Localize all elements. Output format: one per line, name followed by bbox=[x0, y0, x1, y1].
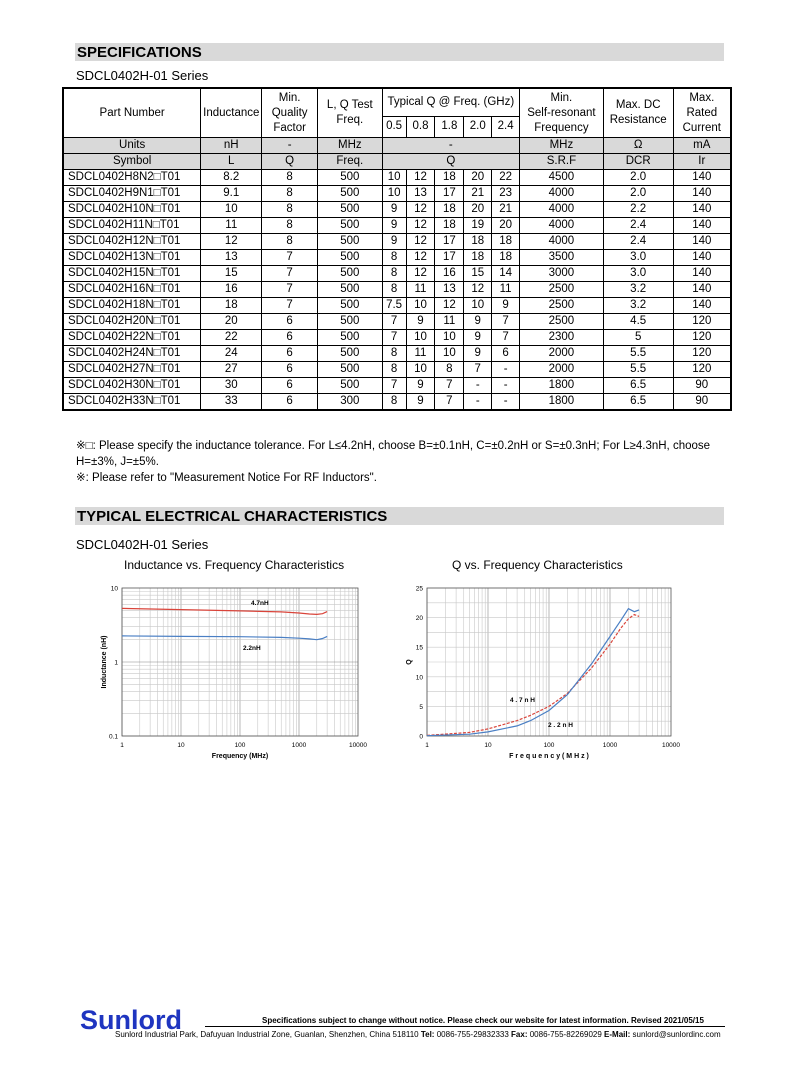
table-cell: 7 bbox=[382, 330, 406, 346]
table-cell: 120 bbox=[673, 346, 731, 362]
table-cell: 22 bbox=[492, 170, 520, 186]
symbol-row bbox=[63, 154, 731, 170]
section-title: TYPICAL ELECTRICAL CHARACTERISTICS bbox=[77, 508, 388, 525]
table-cell: 7.5 bbox=[382, 298, 406, 314]
fax-value: 0086-755-82269029 bbox=[529, 1030, 602, 1039]
header-srf: Min. Self-resonant Frequency bbox=[520, 88, 604, 138]
table-cell: 10 bbox=[201, 202, 262, 218]
symbol-cell: Ir bbox=[673, 154, 731, 170]
table-cell: 10 bbox=[406, 298, 435, 314]
table-cell: 3.0 bbox=[603, 266, 673, 282]
table-cell: 18 bbox=[201, 298, 262, 314]
table-cell: 9 bbox=[382, 202, 406, 218]
fax-label: Fax: bbox=[511, 1030, 528, 1039]
table-cell: 33 bbox=[201, 394, 262, 411]
table-cell: 300 bbox=[318, 394, 383, 411]
table-cell: 20 bbox=[464, 202, 492, 218]
table-cell: 12 bbox=[406, 266, 435, 282]
units-cell: Ω bbox=[603, 138, 673, 154]
y-tick-label: 5 bbox=[419, 703, 423, 711]
table-cell: 500 bbox=[318, 170, 383, 186]
table-cell: 500 bbox=[318, 282, 383, 298]
table-cell: 18 bbox=[464, 234, 492, 250]
table-cell: 4000 bbox=[520, 186, 604, 202]
units-cell: MHz bbox=[318, 138, 383, 154]
tel-value: 0086-755-29832333 bbox=[436, 1030, 509, 1039]
freq-cell: 0.8 bbox=[406, 116, 435, 137]
y-tick-label: 1 bbox=[114, 659, 118, 667]
table-cell: 8 bbox=[435, 362, 464, 378]
table-cell: 4500 bbox=[520, 170, 604, 186]
y-tick-label: 25 bbox=[415, 585, 423, 593]
table-cell: 22 bbox=[201, 330, 262, 346]
tolerance-note: ※□: Please specify the inductance tolerance. For L≤4.2nH, choose B=±0.1nH, C=±0.2nH or S=±0.3nH; For L≥4.3nH, choose H=±3%, J=±5%. bbox=[76, 440, 711, 468]
table-cell: 2500 bbox=[520, 298, 604, 314]
y-tick-label: 10 bbox=[415, 674, 423, 682]
table-cell: 17 bbox=[435, 186, 464, 202]
x-tick-label: 1000 bbox=[291, 742, 307, 749]
x-tick-label: 1000 bbox=[602, 742, 618, 749]
table-cell: 9 bbox=[382, 234, 406, 250]
table-cell: 15 bbox=[201, 266, 262, 282]
x-tick-label: 100 bbox=[543, 742, 555, 749]
table-cell: 140 bbox=[673, 202, 731, 218]
table-cell: 120 bbox=[673, 314, 731, 330]
table-cell: 500 bbox=[318, 218, 383, 234]
series-title: SDCL0402H-01 Series bbox=[76, 68, 209, 83]
table-cell: 20 bbox=[201, 314, 262, 330]
q-chart bbox=[400, 580, 685, 765]
table-cell: 6 bbox=[262, 378, 318, 394]
table-cell: 500 bbox=[318, 186, 383, 202]
table-cell: 8 bbox=[382, 282, 406, 298]
table-cell: 3.2 bbox=[603, 298, 673, 314]
table-cell: 7 bbox=[492, 314, 520, 330]
header-part-number: Part Number bbox=[63, 88, 201, 138]
table-cell: 9.1 bbox=[201, 186, 262, 202]
table-cell: 6 bbox=[262, 394, 318, 411]
table-cell: 500 bbox=[318, 362, 383, 378]
header-inductance: Inductance bbox=[201, 88, 262, 138]
table-cell: SDCL0402H15N□T01 bbox=[63, 266, 201, 282]
table-cell: 16 bbox=[435, 266, 464, 282]
section-title: SPECIFICATIONS bbox=[77, 44, 202, 61]
table-cell: 10 bbox=[435, 346, 464, 362]
y-tick-label: 0 bbox=[419, 733, 423, 741]
table-cell: 11 bbox=[492, 282, 520, 298]
table-cell: 3000 bbox=[520, 266, 604, 282]
table-row bbox=[63, 362, 731, 378]
table-cell: 500 bbox=[318, 346, 383, 362]
table-row bbox=[63, 330, 731, 346]
table-cell: 12 bbox=[201, 234, 262, 250]
y-axis-label: Inductance (nH) bbox=[101, 635, 108, 689]
table-cell: 11 bbox=[201, 218, 262, 234]
table-cell: - bbox=[464, 378, 492, 394]
table-cell: 9 bbox=[492, 298, 520, 314]
footer-notice: Specifications subject to change without notice. Please check our website for latest information. Revised 2021/05/15 bbox=[262, 1016, 704, 1025]
tel-label: Tel: bbox=[420, 1030, 435, 1039]
table-cell: 140 bbox=[673, 234, 731, 250]
header-current: Max. Rated Current bbox=[673, 88, 731, 138]
table-cell: 8 bbox=[262, 170, 318, 186]
table-cell: 12 bbox=[406, 202, 435, 218]
symbol-cell: Freq. bbox=[318, 154, 383, 170]
table-cell: 8 bbox=[262, 202, 318, 218]
y-tick-label: 0.1 bbox=[108, 733, 118, 741]
table-cell: 140 bbox=[673, 170, 731, 186]
table-cell: 17 bbox=[435, 234, 464, 250]
table-cell: 9 bbox=[382, 218, 406, 234]
table-cell: 8 bbox=[382, 250, 406, 266]
table-cell: 18 bbox=[464, 250, 492, 266]
table-cell: 18 bbox=[435, 170, 464, 186]
table-cell: 500 bbox=[318, 250, 383, 266]
table-cell: 27 bbox=[201, 362, 262, 378]
table-cell: 7 bbox=[262, 250, 318, 266]
table-cell: 11 bbox=[435, 314, 464, 330]
table-cell: 3.2 bbox=[603, 282, 673, 298]
table-cell: 11 bbox=[406, 282, 435, 298]
table-row bbox=[63, 250, 731, 266]
table-cell: SDCL0402H8N2□T01 bbox=[63, 170, 201, 186]
table-row bbox=[63, 378, 731, 394]
freq-cell: 2.0 bbox=[464, 116, 492, 137]
table-cell: 2000 bbox=[520, 346, 604, 362]
table-row bbox=[63, 186, 731, 202]
table-cell: 7 bbox=[435, 394, 464, 411]
table-cell: 30 bbox=[201, 378, 262, 394]
y-tick-label: 15 bbox=[415, 644, 423, 652]
table-cell: SDCL0402H13N□T01 bbox=[63, 250, 201, 266]
units-cell: nH bbox=[201, 138, 262, 154]
table-cell: 7 bbox=[435, 378, 464, 394]
table-row bbox=[63, 266, 731, 282]
table-cell: 23 bbox=[492, 186, 520, 202]
table-cell: 500 bbox=[318, 298, 383, 314]
email-label: E-Mail: bbox=[604, 1030, 631, 1039]
table-row bbox=[63, 346, 731, 362]
units-cell: mA bbox=[673, 138, 731, 154]
table-cell: 1800 bbox=[520, 378, 604, 394]
table-cell: SDCL0402H18N□T01 bbox=[63, 298, 201, 314]
units-cell: Units bbox=[63, 138, 201, 154]
table-cell: - bbox=[492, 378, 520, 394]
symbol-cell: Q bbox=[262, 154, 318, 170]
table-cell: SDCL0402H30N□T01 bbox=[63, 378, 201, 394]
table-cell: 8 bbox=[382, 346, 406, 362]
table-cell: 6.5 bbox=[603, 378, 673, 394]
table-cell: 7 bbox=[262, 266, 318, 282]
table-row bbox=[63, 218, 731, 234]
footer-address: Sunlord Industrial Park, Dafuyuan Industrial Zone, Guanlan, Shenzhen, China 518110 bbox=[115, 1030, 419, 1039]
table-cell: SDCL0402H24N□T01 bbox=[63, 346, 201, 362]
table-cell: 24 bbox=[201, 346, 262, 362]
table-cell: 8.2 bbox=[201, 170, 262, 186]
table-cell: 500 bbox=[318, 314, 383, 330]
table-cell: 7 bbox=[464, 362, 492, 378]
table-cell: 8 bbox=[262, 218, 318, 234]
table-cell: 20 bbox=[492, 218, 520, 234]
y-axis-label: Q bbox=[406, 659, 413, 665]
table-cell: 15 bbox=[464, 266, 492, 282]
table-cell: 6 bbox=[262, 330, 318, 346]
table-cell: 14 bbox=[492, 266, 520, 282]
table-cell: 140 bbox=[673, 282, 731, 298]
table-cell: 90 bbox=[673, 394, 731, 411]
x-axis-label: Frequency (MHz) bbox=[211, 753, 269, 760]
table-cell: SDCL0402H10N□T01 bbox=[63, 202, 201, 218]
header-min-q: Min. Quality Factor bbox=[262, 88, 318, 138]
table-cell: SDCL0402H33N□T01 bbox=[63, 394, 201, 411]
table-cell: 140 bbox=[673, 266, 731, 282]
table-cell: 500 bbox=[318, 234, 383, 250]
table-row bbox=[63, 282, 731, 298]
table-cell: 2.2 bbox=[603, 202, 673, 218]
table-cell: 20 bbox=[464, 170, 492, 186]
table-cell: 17 bbox=[435, 250, 464, 266]
series-label: 2 . 2 n H bbox=[548, 722, 573, 729]
header-typical-q: Typical Q @ Freq. (GHz) bbox=[382, 88, 519, 116]
chart-title-q: Q vs. Frequency Characteristics bbox=[452, 558, 623, 572]
table-cell: 500 bbox=[318, 330, 383, 346]
freq-cell: 1.8 bbox=[435, 116, 464, 137]
table-cell: 7 bbox=[262, 282, 318, 298]
table-cell: - bbox=[492, 362, 520, 378]
table-cell: 18 bbox=[492, 250, 520, 266]
table-row bbox=[63, 314, 731, 330]
table-cell: 10 bbox=[464, 298, 492, 314]
units-cell: MHz bbox=[520, 138, 604, 154]
table-cell: 11 bbox=[406, 346, 435, 362]
table-cell: 6 bbox=[262, 314, 318, 330]
table-cell: SDCL0402H22N□T01 bbox=[63, 330, 201, 346]
table-cell: 12 bbox=[406, 218, 435, 234]
table-cell: 10 bbox=[406, 330, 435, 346]
table-cell: 8 bbox=[262, 186, 318, 202]
table-cell: 2000 bbox=[520, 362, 604, 378]
table-cell: 10 bbox=[382, 186, 406, 202]
table-cell: 13 bbox=[435, 282, 464, 298]
table-cell: 140 bbox=[673, 250, 731, 266]
x-tick-label: 1 bbox=[120, 742, 124, 749]
series-label: 4 . 7 n H bbox=[510, 697, 535, 704]
table-cell: 12 bbox=[406, 170, 435, 186]
table-cell: 13 bbox=[406, 186, 435, 202]
table-cell: 8 bbox=[382, 362, 406, 378]
table-cell: 2.0 bbox=[603, 170, 673, 186]
table-cell: 4000 bbox=[520, 234, 604, 250]
header-lq-test: L, Q Test Freq. bbox=[318, 88, 383, 138]
x-axis-label: F r e q u e n c y ( M H z ) bbox=[509, 753, 589, 760]
table-row bbox=[63, 234, 731, 250]
table-cell: 7 bbox=[262, 298, 318, 314]
units-cell: - bbox=[382, 138, 519, 154]
table-cell: 3500 bbox=[520, 250, 604, 266]
table-cell: SDCL0402H27N□T01 bbox=[63, 362, 201, 378]
table-cell: 6 bbox=[492, 346, 520, 362]
section-specifications bbox=[75, 43, 724, 61]
symbol-cell: S.R.F bbox=[520, 154, 604, 170]
table-cell: 5.5 bbox=[603, 346, 673, 362]
table-cell: 500 bbox=[318, 378, 383, 394]
x-tick-label: 10000 bbox=[348, 742, 368, 749]
header-row bbox=[63, 88, 731, 116]
table-cell: 7 bbox=[382, 314, 406, 330]
footer-contact bbox=[115, 1030, 721, 1039]
table-cell: 6 bbox=[262, 346, 318, 362]
table-cell: 10 bbox=[435, 330, 464, 346]
table-cell: 9 bbox=[406, 314, 435, 330]
table-cell: 140 bbox=[673, 186, 731, 202]
table-row bbox=[63, 170, 731, 186]
table-cell: 5.5 bbox=[603, 362, 673, 378]
table-cell: 5 bbox=[603, 330, 673, 346]
series-label: 2.2nH bbox=[243, 645, 261, 652]
series-label: 4.7nH bbox=[251, 600, 269, 607]
sunlord-logo: Sunlord bbox=[80, 1005, 182, 1035]
table-cell: 18 bbox=[492, 234, 520, 250]
series-title: SDCL0402H-01 Series bbox=[76, 537, 209, 552]
table-cell: - bbox=[492, 394, 520, 411]
table-cell: 140 bbox=[673, 298, 731, 314]
table-cell: SDCL0402H9N1□T01 bbox=[63, 186, 201, 202]
units-cell: - bbox=[262, 138, 318, 154]
table-cell: 13 bbox=[201, 250, 262, 266]
table-cell: 2.4 bbox=[603, 234, 673, 250]
table-cell: 12 bbox=[435, 298, 464, 314]
table-cell: 2300 bbox=[520, 330, 604, 346]
table-cell: 18 bbox=[435, 218, 464, 234]
table-row bbox=[63, 298, 731, 314]
x-tick-label: 10 bbox=[177, 742, 185, 749]
table-cell: 12 bbox=[406, 250, 435, 266]
table-row bbox=[63, 202, 731, 218]
table-cell: 9 bbox=[464, 346, 492, 362]
footer-divider bbox=[205, 1026, 725, 1027]
table-cell: 12 bbox=[406, 234, 435, 250]
table-cell: 6 bbox=[262, 362, 318, 378]
table-cell: SDCL0402H20N□T01 bbox=[63, 314, 201, 330]
table-cell: 19 bbox=[464, 218, 492, 234]
table-cell: 90 bbox=[673, 378, 731, 394]
table-cell: 10 bbox=[382, 170, 406, 186]
table-cell: 9 bbox=[406, 378, 435, 394]
table-cell: 4000 bbox=[520, 202, 604, 218]
email-value: sunlord@sunlordinc.com bbox=[632, 1030, 721, 1039]
table-cell: 2.4 bbox=[603, 218, 673, 234]
table-cell: 12 bbox=[464, 282, 492, 298]
header-dcr: Max. DC Resistance bbox=[603, 88, 673, 138]
table-cell: 500 bbox=[318, 266, 383, 282]
symbol-cell: Symbol bbox=[63, 154, 201, 170]
table-cell: 6.5 bbox=[603, 394, 673, 411]
measurement-note: ※: Please refer to "Measurement Notice For RF Inductors". bbox=[76, 472, 377, 484]
symbol-cell: DCR bbox=[603, 154, 673, 170]
section-typical bbox=[75, 507, 724, 525]
table-cell: 16 bbox=[201, 282, 262, 298]
table-cell: 500 bbox=[318, 202, 383, 218]
y-tick-label: 10 bbox=[110, 585, 118, 593]
table-cell: 3.0 bbox=[603, 250, 673, 266]
table-cell: 10 bbox=[406, 362, 435, 378]
table-cell: 2.0 bbox=[603, 186, 673, 202]
table-cell: 4.5 bbox=[603, 314, 673, 330]
table-cell: 1800 bbox=[520, 394, 604, 411]
table-cell: 21 bbox=[464, 186, 492, 202]
freq-cell: 0.5 bbox=[382, 116, 406, 137]
inductance-chart bbox=[95, 580, 380, 765]
table-cell: 4000 bbox=[520, 218, 604, 234]
table-cell: 9 bbox=[464, 330, 492, 346]
symbol-cell: Q bbox=[382, 154, 519, 170]
table-cell: SDCL0402H11N□T01 bbox=[63, 218, 201, 234]
table-cell: 2500 bbox=[520, 314, 604, 330]
table-cell: 2500 bbox=[520, 282, 604, 298]
table-cell: 21 bbox=[492, 202, 520, 218]
x-tick-label: 100 bbox=[234, 742, 246, 749]
table-cell: - bbox=[464, 394, 492, 411]
x-tick-label: 1 bbox=[425, 742, 429, 749]
specifications-table bbox=[62, 87, 732, 411]
table-cell: 8 bbox=[382, 266, 406, 282]
x-tick-label: 10 bbox=[484, 742, 492, 749]
table-cell: 8 bbox=[382, 394, 406, 411]
table-cell: 140 bbox=[673, 218, 731, 234]
table-cell: 7 bbox=[492, 330, 520, 346]
symbol-cell: L bbox=[201, 154, 262, 170]
table-row bbox=[63, 394, 731, 411]
units-row bbox=[63, 138, 731, 154]
table-cell: 120 bbox=[673, 330, 731, 346]
table-cell: 8 bbox=[262, 234, 318, 250]
chart-title-inductance: Inductance vs. Frequency Characteristics bbox=[124, 558, 345, 572]
y-tick-label: 20 bbox=[415, 615, 423, 623]
table-cell: 120 bbox=[673, 362, 731, 378]
freq-cell: 2.4 bbox=[492, 116, 520, 137]
table-cell: 18 bbox=[435, 202, 464, 218]
x-tick-label: 10000 bbox=[661, 742, 681, 749]
table-cell: 7 bbox=[382, 378, 406, 394]
table-cell: 9 bbox=[464, 314, 492, 330]
table-cell: 9 bbox=[406, 394, 435, 411]
table-cell: SDCL0402H12N□T01 bbox=[63, 234, 201, 250]
table-cell: SDCL0402H16N□T01 bbox=[63, 282, 201, 298]
